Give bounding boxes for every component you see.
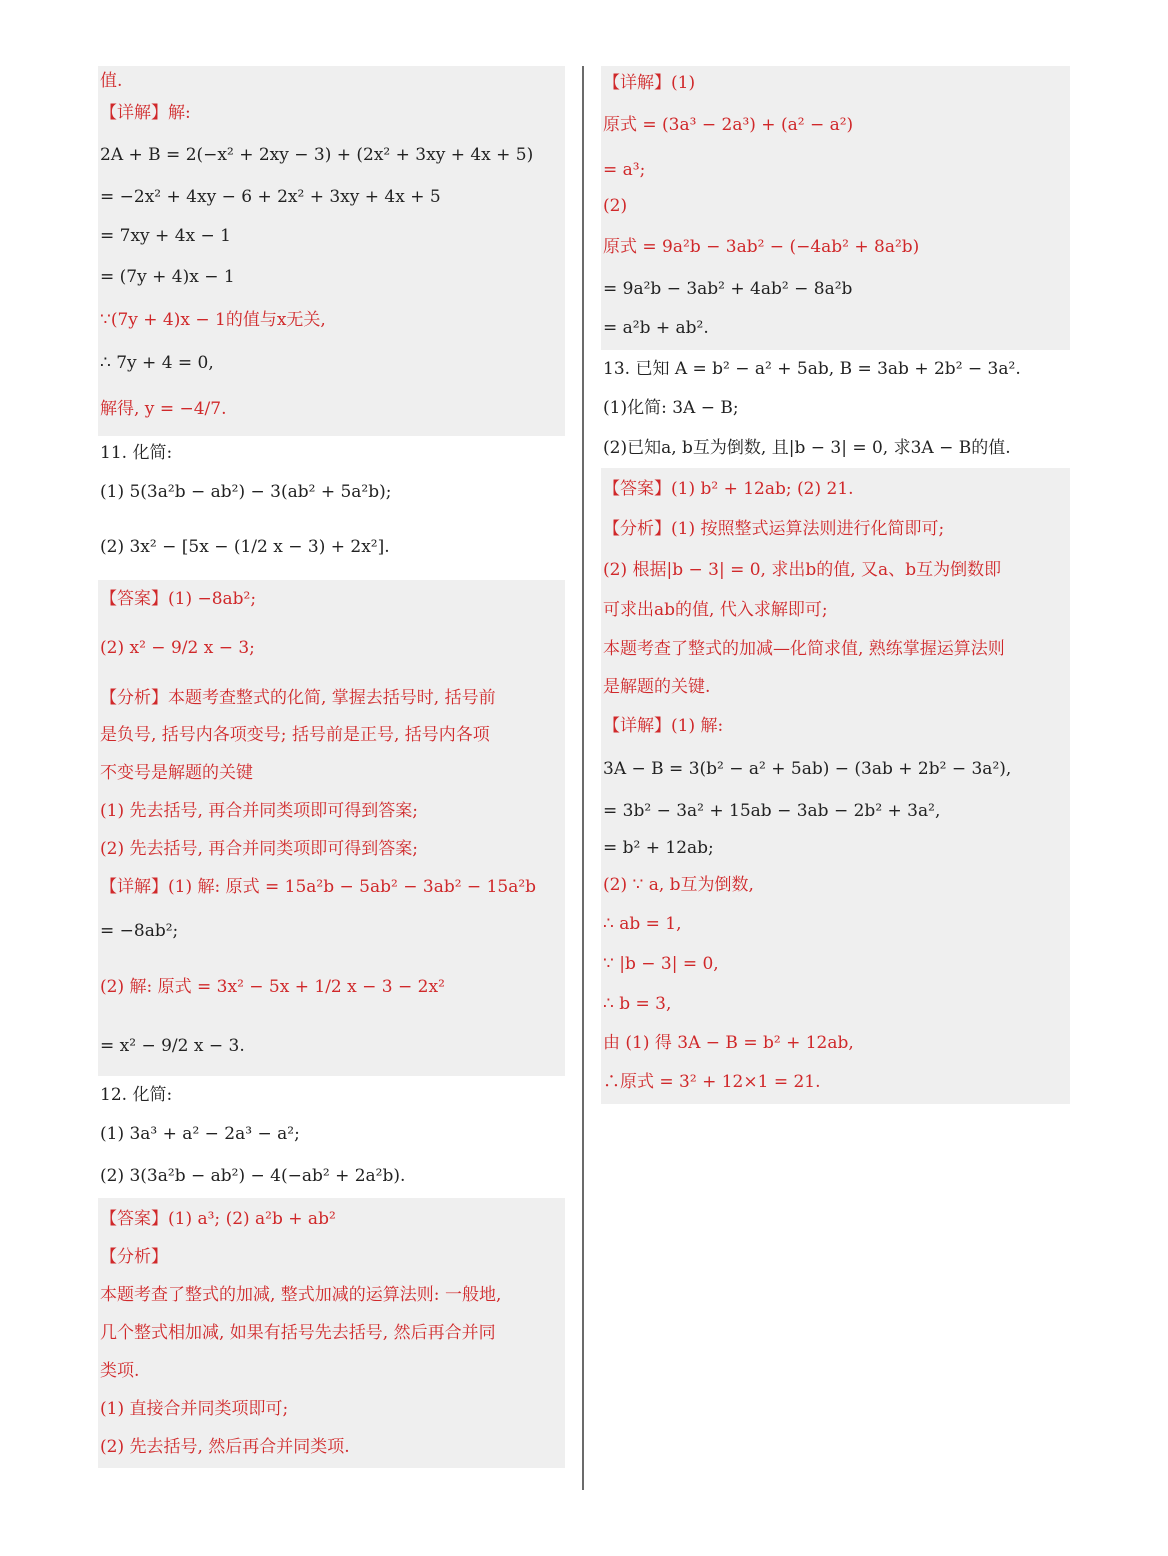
text-line: (2) 先去括号, 再合并同类项即可得到答案; [100, 839, 419, 859]
solution-block-q12 [601, 66, 1070, 350]
text-line: ∴ ab = 1, [603, 914, 682, 934]
text-line: (2)已知a, b互为倒数, 且|b − 3| = 0, 求3A − B的值. [603, 438, 1011, 458]
text-line: 值. [100, 71, 123, 91]
text-line: 类项. [100, 1361, 140, 1381]
text-line: = 3b² − 3a² + 15ab − 3ab − 2b² + 3a², [603, 801, 941, 821]
question-12 [98, 1076, 565, 1198]
question-11 [98, 436, 565, 580]
text-line: 12. 化简: [100, 1085, 173, 1105]
text-line: (1) 先去括号, 再合并同类项即可得到答案; [100, 801, 419, 821]
text-line: ∴ b = 3, [603, 994, 672, 1014]
text-line: 3A − B = 3(b² − a² + 5ab) − (3ab + 2b² − 3a²), [603, 759, 1012, 779]
text-line: 【详解】(1) 解: [603, 716, 724, 736]
text-line: = −2x² + 4xy − 6 + 2x² + 3xy + 4x + 5 [100, 187, 441, 207]
right-column [601, 66, 1070, 1104]
text-line: (1) 直接合并同类项即可; [100, 1399, 289, 1419]
text-line: (1)化简: 3A − B; [603, 398, 739, 418]
text-line: (2) x² − 9/2 x − 3; [100, 638, 255, 658]
text-line: (2) 根据|b − 3| = 0, 求出b的值, 又a、b互为倒数即 [603, 560, 1002, 580]
text-line: (2) [603, 196, 628, 216]
text-line: 【详解】(1) 解: 原式 = 15a²b − 5ab² − 3ab² − 15a²b [100, 877, 537, 897]
text-line: (2) ∵ a, b互为倒数, [603, 875, 754, 895]
text-line: 2A + B = 2(−x² + 2xy − 3) + (2x² + 3xy + 4x + 5) [100, 145, 534, 165]
text-line: (1) 5(3a²b − ab²) − 3(ab² + 5a²b); [100, 482, 392, 502]
solution-block-q10 [98, 66, 565, 436]
text-line: = a³; [603, 160, 646, 180]
text-line: ∴ 7y + 4 = 0, [100, 353, 214, 373]
text-line: ∵(7y + 4)x − 1的值与x无关, [100, 310, 326, 330]
text-line: (2) 解: 原式 = 3x² − 5x + 1/2 x − 3 − 2x² [100, 977, 445, 997]
solution-block-q11 [98, 580, 565, 1076]
text-line: = a²b + ab². [603, 318, 709, 338]
text-line: 由 (1) 得 3A − B = b² + 12ab, [603, 1033, 854, 1053]
text-line: 是解题的关键. [603, 677, 711, 697]
text-line: 【分析】本题考查整式的化简, 掌握去括号时, 括号前 [100, 688, 496, 708]
text-line: 本题考查了整式的加减, 整式加减的运算法则: 一般地, [100, 1285, 502, 1305]
text-line: 【分析】 [100, 1247, 168, 1267]
text-line: ∵ |b − 3| = 0, [603, 954, 719, 974]
text-line: (2) 先去括号, 然后再合并同类项. [100, 1437, 350, 1457]
text-line: 不变号是解题的关键 [100, 763, 253, 783]
text-line: 原式 = (3a³ − 2a³) + (a² − a²) [603, 115, 854, 135]
text-line: = 7xy + 4x − 1 [100, 226, 231, 246]
text-line: (1) 3a³ + a² − 2a³ − a²; [100, 1124, 300, 1144]
text-line: 【分析】(1) 按照整式运算法则进行化简即可; [603, 519, 945, 539]
solution-block-q13 [601, 468, 1070, 1104]
text-line: 【答案】(1) b² + 12ab; (2) 21. [603, 479, 854, 499]
text-line: 解得, y = −4/7. [100, 399, 227, 419]
text-line: (2) 3(3a²b − ab²) − 4(−ab² + 2a²b). [100, 1166, 406, 1186]
text-line: 【答案】(1) −8ab²; [100, 589, 257, 609]
text-line: 是负号, 括号内各项变号; 括号前是正号, 括号内各项 [100, 725, 490, 745]
text-line: ∴原式 = 3² + 12×1 = 21. [603, 1072, 821, 1092]
text-line: 11. 化简: [100, 443, 173, 463]
question-13 [601, 350, 1070, 468]
text-line: 可求出ab的值, 代入求解即可; [603, 600, 828, 620]
text-line: 【答案】(1) a³; (2) a²b + ab² [100, 1209, 336, 1229]
text-line: = (7y + 4)x − 1 [100, 267, 235, 287]
text-line: = −8ab²; [100, 921, 179, 941]
text-line: 原式 = 9a²b − 3ab² − (−4ab² + 8a²b) [603, 237, 920, 257]
text-line: = 9a²b − 3ab² + 4ab² − 8a²b [603, 279, 853, 299]
text-line: 13. 已知 A = b² − a² + 5ab, B = 3ab + 2b² − 3a². [603, 359, 1021, 379]
text-line: 【详解】(1) [603, 73, 696, 93]
text-line: 本题考查了整式的加减—化简求值, 熟练掌握运算法则 [603, 639, 1005, 659]
analysis-block-q12 [98, 1198, 565, 1468]
text-line: (2) 3x² − [5x − (1/2 x − 3) + 2x²]. [100, 537, 390, 557]
text-line: 几个整式相加减, 如果有括号先去括号, 然后再合并同 [100, 1323, 496, 1343]
text-line: = b² + 12ab; [603, 838, 714, 858]
left-column [98, 66, 565, 1468]
text-line: 【详解】解: [100, 103, 191, 123]
column-divider [582, 66, 584, 1490]
text-line: = x² − 9/2 x − 3. [100, 1036, 245, 1056]
